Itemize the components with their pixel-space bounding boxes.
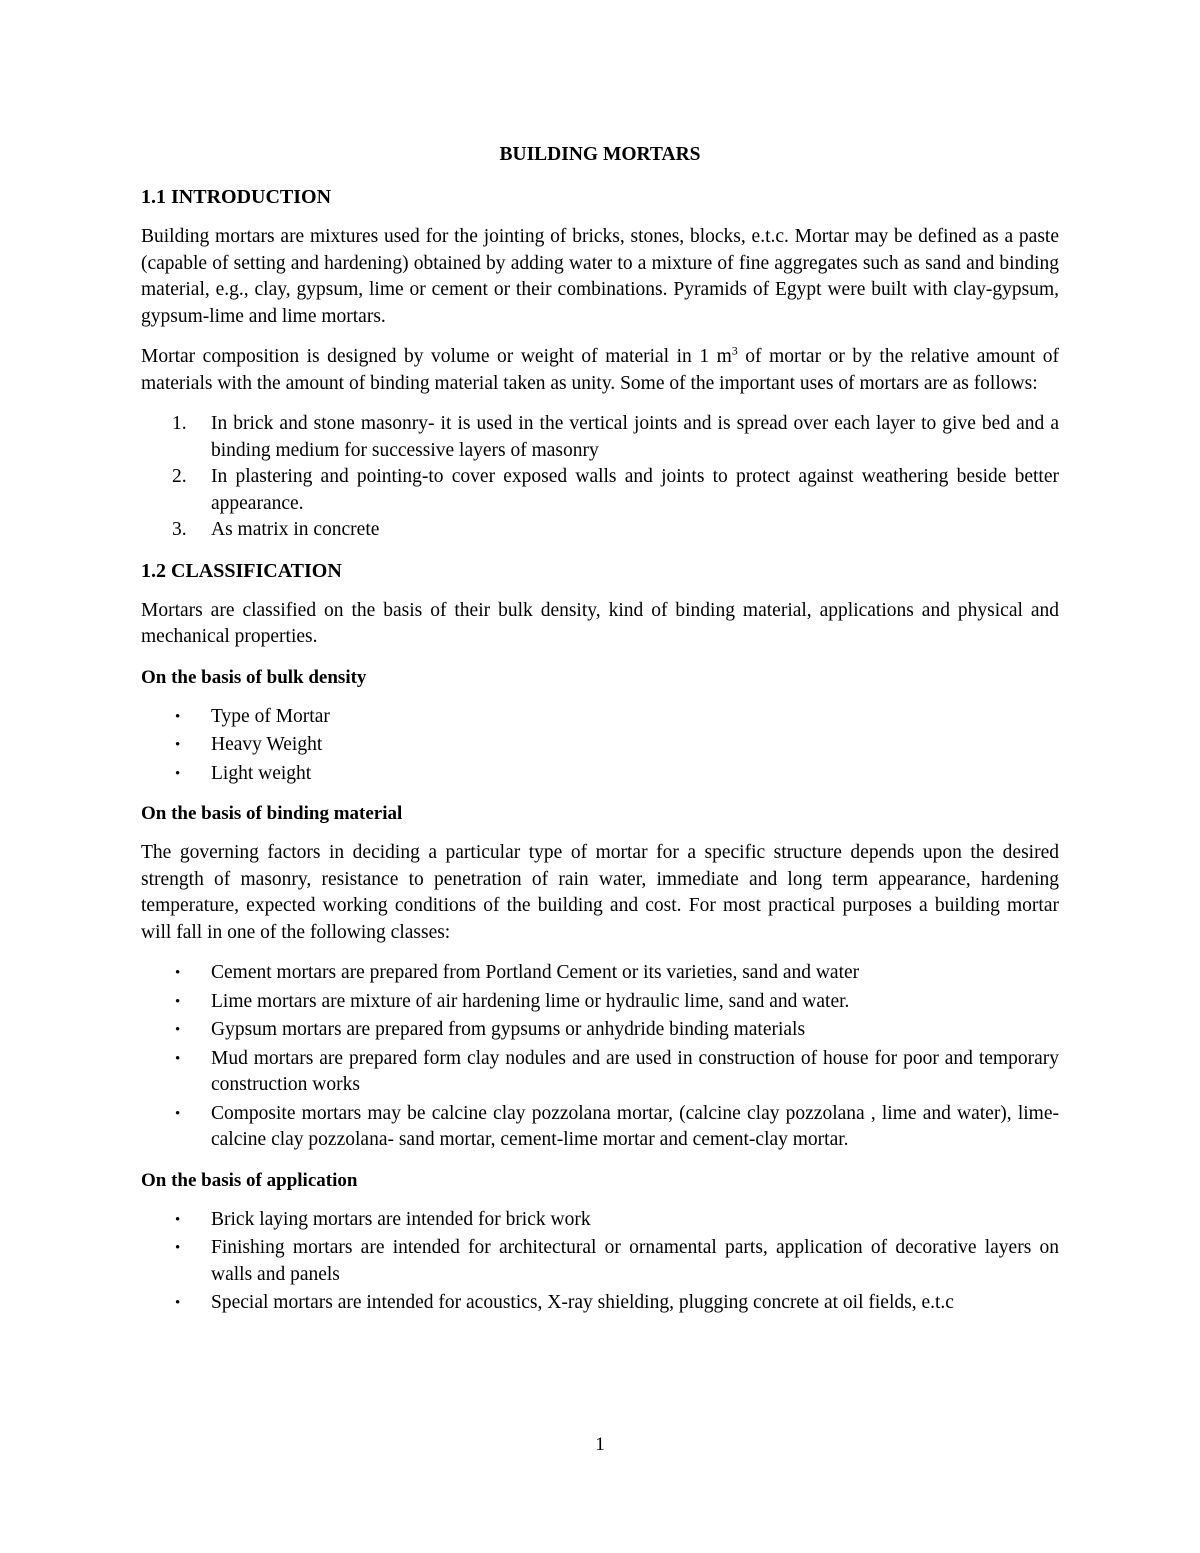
intro-paragraph: Building mortars are mixtures used for the jointing of bricks, stones, blocks, e.t.c. Mortar may be defined as a paste (capable of setting and hardening) obtained by adding water to a mixture of fine aggregates such as sand and binding material, e.g., clay, gypsum, lime or cement or their combinations. Pyramids of Egypt were built with clay-gypsum, gypsum-lime and lime mortars. <box>141 226 1059 327</box>
list-item <box>141 1207 1059 1234</box>
document-title: BUILDING MORTARS <box>499 144 701 165</box>
list-item-text: Cement mortars are prepared from Portland Cement or its varieties, sand and water <box>211 962 860 983</box>
list-item-text: Special mortars are intended for acoustics, X-ray shielding, plugging concrete at oil fields, e.t.c <box>211 1292 954 1313</box>
page-content <box>141 142 1059 1331</box>
bullet-icon: • <box>175 1295 181 1311</box>
bullet-icon: • <box>175 993 181 1010</box>
binding-paragraph: The governing factors in deciding a particular type of mortar for a specific structure depends upon the desired strength of masonry, resistance to penetration of rain water, immediate and long term appearance, hardening temperature, expected working conditions of the building and cost. For most practical purposes a building mortar will fall in one of the following classes: <box>141 842 1059 943</box>
section-heading-introduction: 1.1 INTRODUCTION <box>141 186 332 208</box>
classification-paragraph: Mortars are classified on the basis of their bulk density, kind of binding material, applications and physical and mechanical properties. <box>141 599 1059 647</box>
list-item <box>141 464 1059 517</box>
subheading-binding-material: On the basis of binding material <box>141 803 403 824</box>
application-list <box>141 1207 1059 1317</box>
bullet-icon: • <box>175 1240 181 1256</box>
list-item <box>141 1046 1059 1099</box>
section-heading-classification: 1.2 CLASSIFICATION <box>141 559 342 582</box>
list-number: 1. <box>172 413 187 434</box>
list-item-text: Brick laying mortars are intended for brick work <box>211 1208 591 1230</box>
list-item <box>141 704 1059 731</box>
bulk-density-list <box>141 704 1059 788</box>
list-item <box>141 411 1059 464</box>
composition-text-end: of mortar or by the relative amount of materials with the amount of binding material taken as unity. Some of the important uses of mortars are as follows: <box>141 346 1060 394</box>
composition-paragraph <box>141 344 1059 397</box>
list-item-text: In brick and stone masonry- it is used in the vertical joints and is spread over each layer to give bed and a binding medium for successive layers of masonry <box>211 413 1059 461</box>
list-item <box>141 1290 1059 1317</box>
list-item <box>141 1017 1059 1044</box>
list-number: 3. <box>172 519 187 540</box>
bullet-icon: • <box>175 1050 181 1067</box>
list-item-text: As matrix in concrete <box>211 519 380 540</box>
list-item-text: Composite mortars may be calcine clay pozzolana mortar, (calcine clay pozzolana , lime and water), lime- calcine clay pozzolana- sand mortar, cement-lime mortar and cement-clay mortar. <box>211 1102 1059 1150</box>
bullet-icon: • <box>175 965 181 981</box>
page-number: 1 <box>595 1434 605 1455</box>
bullet-icon: • <box>175 737 181 753</box>
list-item-text: In plastering and pointing-to cover exposed walls and joints to protect against weathering beside better appearance. <box>211 466 1059 514</box>
list-item-text: Mud mortars are prepared form clay nodules and are used in construction of house for poor and temporary construction works <box>211 1047 1059 1095</box>
composition-text-start: Mortar composition is designed by volume or weight of material in 1 m <box>141 346 732 367</box>
binding-material-list <box>141 960 1059 1154</box>
list-item <box>141 1235 1059 1288</box>
list-item <box>141 517 1059 544</box>
subheading-application: On the basis of application <box>141 1169 358 1191</box>
bullet-icon: • <box>175 708 181 725</box>
list-item-text: Finishing mortars are intended for architectural or ornamental parts, application of decorative layers on walls and panels <box>211 1237 1059 1285</box>
list-number: 2. <box>172 466 187 487</box>
list-item <box>141 989 1059 1016</box>
list-item-text: Lime mortars are mixture of air hardening lime or hydraulic lime, sand and water. <box>211 990 850 1012</box>
list-item <box>141 732 1059 759</box>
subheading-bulk-density: On the basis of bulk density <box>141 666 367 688</box>
list-item-text: Gypsum mortars are prepared from gypsums or anhydride binding materials <box>211 1019 806 1040</box>
list-item-text: Type of Mortar <box>211 705 330 727</box>
bullet-icon: • <box>175 1105 181 1122</box>
list-item-text: Heavy Weight <box>211 734 323 755</box>
bullet-icon: • <box>175 1211 181 1228</box>
list-item <box>141 960 1059 987</box>
bullet-icon: • <box>175 765 181 782</box>
list-item-text: Light weight <box>211 762 312 784</box>
list-item <box>141 761 1059 788</box>
superscript-exponent: 3 <box>731 343 738 358</box>
bullet-icon: • <box>175 1022 181 1038</box>
list-item <box>141 1101 1059 1154</box>
uses-list <box>141 411 1059 544</box>
